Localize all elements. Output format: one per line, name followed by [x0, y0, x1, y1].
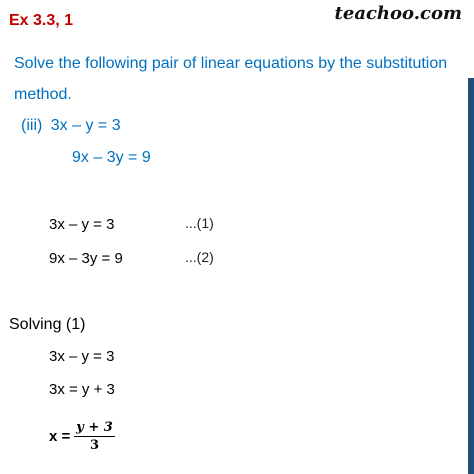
result-lhs: x =	[49, 428, 71, 445]
solving-label: Solving (1)	[9, 316, 86, 333]
teachoo-logo: teachoo.com	[334, 3, 462, 24]
question-line-1: Solve the following pair of linear equations by the substitution	[14, 55, 448, 72]
question-part	[21, 117, 121, 135]
exercise-heading: Ex 3.3, 1	[9, 12, 74, 29]
equation-1: 3x – y = 3	[49, 216, 115, 233]
part-label: (iii)	[21, 117, 43, 134]
equation-2-ref: ...(2)	[185, 249, 214, 265]
question-equation-2: 9x – 3y = 9	[72, 149, 151, 166]
fraction-denominator: 3	[90, 438, 100, 453]
accent-strip	[468, 78, 474, 474]
fraction-numerator: y + 3	[76, 420, 113, 435]
result-equation	[49, 420, 115, 453]
result-fraction	[74, 420, 115, 453]
solving-step-1: 3x – y = 3	[49, 348, 115, 365]
question-line-2: method.	[14, 86, 72, 103]
slide-accent-bar	[467, 0, 474, 474]
solving-step-2: 3x = y + 3	[49, 381, 115, 398]
question-equation-1: 3x – y = 3	[50, 117, 121, 134]
equation-1-ref: ...(1)	[185, 215, 214, 231]
equation-2: 9x – 3y = 9	[49, 250, 123, 267]
